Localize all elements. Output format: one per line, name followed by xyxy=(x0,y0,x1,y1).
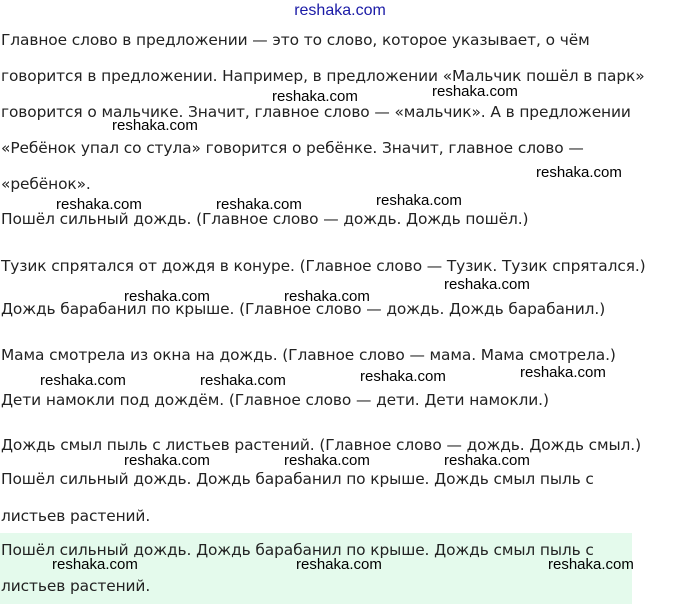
sentence-line: Дождь смыл пыль с листьев растений. (Главное слово — дождь. Дождь смыл.) xyxy=(1,436,641,454)
watermark: reshaka.com xyxy=(56,196,142,213)
watermark: reshaka.com xyxy=(40,372,126,389)
watermark: reshaka.com xyxy=(520,364,606,381)
intro-line: говорится в предложении. Например, в предложении «Мальчик пошёл в парк» xyxy=(1,67,645,85)
watermark: reshaka.com xyxy=(444,452,530,469)
watermark: reshaka.com xyxy=(124,288,210,305)
watermark: reshaka.com xyxy=(376,192,462,209)
sentence-line: Дети намокли под дождём. (Главное слово — дети. Дети намокли.) xyxy=(1,391,549,409)
sentence-line: Мама смотрела из окна на дождь. (Главное слово — мама. Мама смотрела.) xyxy=(1,346,616,364)
watermark: reshaka.com xyxy=(124,452,210,469)
summary-line: листьев растений. xyxy=(1,507,151,525)
watermark: reshaka.com xyxy=(112,117,198,134)
watermark: reshaka.com xyxy=(548,556,634,573)
intro-line: «Ребёнок упал со стула» говорится о ребёнке. Значит, главное слово — xyxy=(1,139,584,157)
sentence-line: Тузик спрятался от дождя в конуре. (Главное слово — Тузик. Тузик спрятался.) xyxy=(1,257,646,275)
watermark: reshaka.com xyxy=(536,164,622,181)
watermark: reshaka.com xyxy=(432,83,518,100)
summary-line: Пошёл сильный дождь. Дождь барабанил по крыше. Дождь смыл пыль с xyxy=(1,470,594,488)
watermark: reshaka.com xyxy=(444,276,530,293)
watermark: reshaka.com xyxy=(284,452,370,469)
watermark: reshaka.com xyxy=(52,556,138,573)
watermark: reshaka.com xyxy=(272,88,358,105)
watermark: reshaka.com xyxy=(200,372,286,389)
watermark: reshaka.com xyxy=(360,368,446,385)
watermark: reshaka.com xyxy=(216,196,302,213)
answer-line: Пошёл сильный дождь. Дождь барабанил по крыше. Дождь смыл пыль с xyxy=(1,541,594,559)
sentence-line: Дождь барабанил по крыше. (Главное слово — дождь. Дождь барабанил.) xyxy=(1,300,606,318)
intro-line: Главное слово в предложении — это то слово, которое указывает, о чём xyxy=(1,31,590,49)
watermark: reshaka.com xyxy=(284,288,370,305)
sentence-line: Пошёл сильный дождь. (Главное слово — дождь. Дождь пошёл.) xyxy=(1,210,529,228)
watermark: reshaka.com xyxy=(296,556,382,573)
answer-line: листьев растений. xyxy=(1,577,151,595)
intro-line: говорится о мальчике. Значит, главное слово — «мальчик». А в предложении xyxy=(1,103,631,121)
site-link[interactable]: reshaka.com xyxy=(294,2,386,19)
intro-line: «ребёнок». xyxy=(1,175,91,193)
